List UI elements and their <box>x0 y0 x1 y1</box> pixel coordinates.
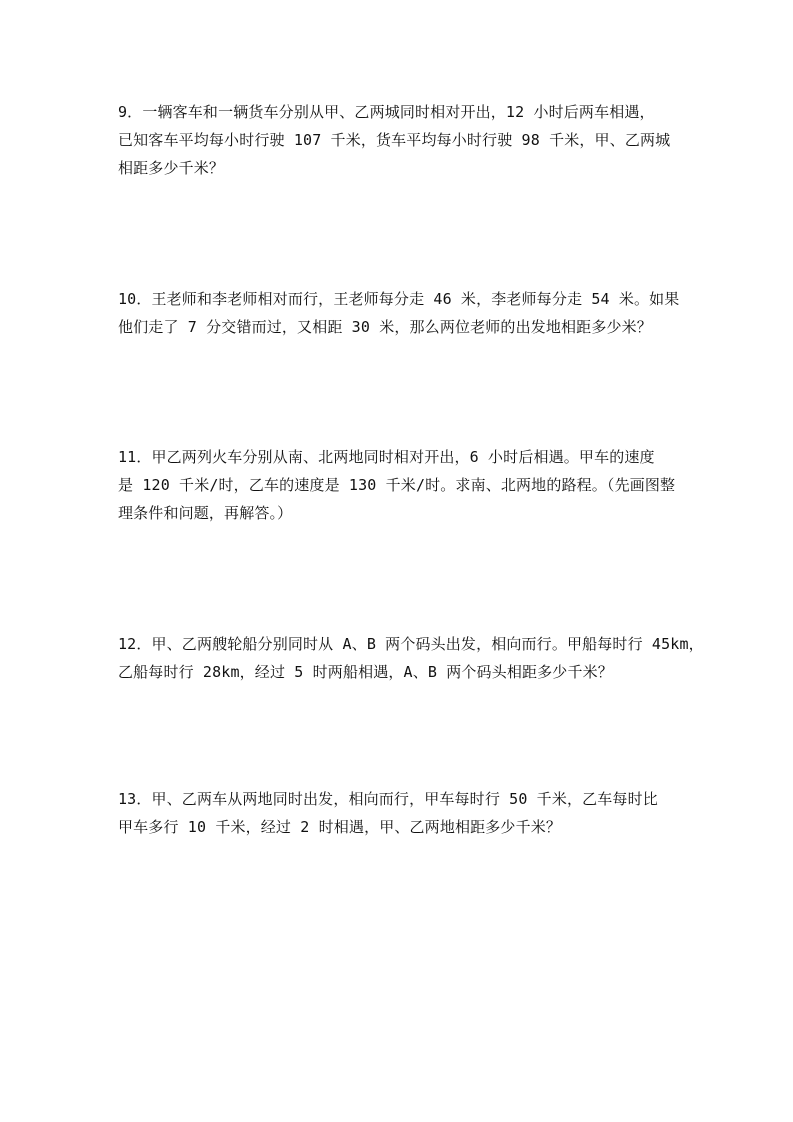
question-13-line-2: 甲车多行 10 千米，经过 2 时相遇，甲、乙两地相距多少千米？ <box>118 818 562 836</box>
question-11-line-1: 11．甲乙两列火车分别从南、北两地同时相对开出，6 小时后相遇。甲车的速度 <box>118 448 655 466</box>
question-10-line-1: 10．王老师和李老师相对而行，王老师每分走 46 米，李老师每分走 54 米。如果 <box>118 290 680 308</box>
question-10 <box>118 285 698 341</box>
question-13 <box>118 785 698 841</box>
question-11-line-3: 理条件和问题，再解答。） <box>118 504 293 522</box>
question-10-line-2: 他们走了 7 分交错而过，又相距 30 米，那么两位老师的出发地相距多少米？ <box>118 318 652 336</box>
question-12 <box>118 630 704 686</box>
question-12-line-2: 乙船每时行 28km，经过 5 时两船相遇，A、B 两个码头相距多少千米？ <box>118 663 613 681</box>
question-9-line-3: 相距多少千米？ <box>118 159 225 177</box>
question-9-line-1: 9．一辆客车和一辆货车分别从甲、乙两城同时相对开出，12 小时后两车相遇， <box>118 103 655 121</box>
question-11-line-2: 是 120 千米/时，乙车的速度是 130 千米/时。求南、北两地的路程。（先画图整 <box>118 476 676 494</box>
question-9 <box>118 98 698 182</box>
question-11 <box>118 443 698 527</box>
question-13-line-1: 13．甲、乙两车从两地同时出发，相向而行，甲车每时行 50 千米，乙车每时比 <box>118 790 658 808</box>
question-12-line-1: 12．甲、乙两艘轮船分别同时从 A、B 两个码头出发，相向而行。甲船每时行 45km， <box>118 635 704 653</box>
question-9-line-2: 已知客车平均每小时行驶 107 千米，货车平均每小时行驶 98 千米，甲、乙两城 <box>118 131 671 149</box>
